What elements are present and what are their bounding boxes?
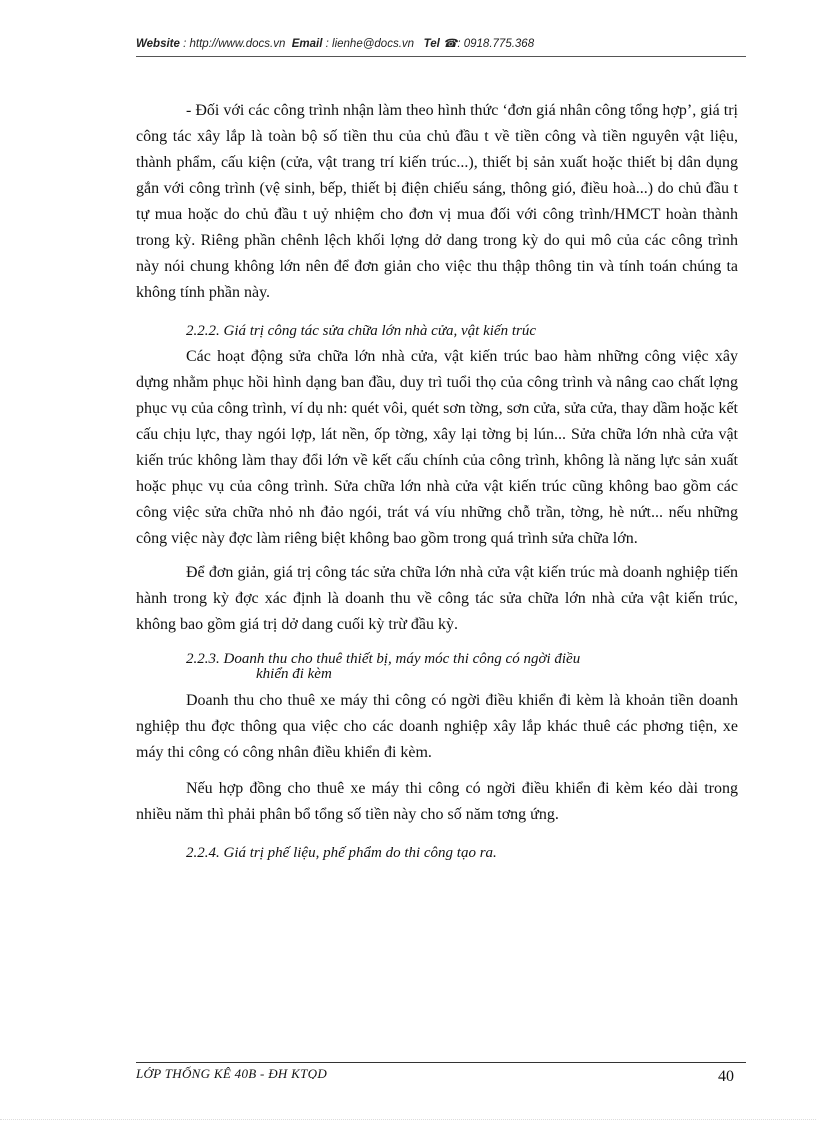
tel-value: : 0918.775.368 <box>457 38 535 50</box>
email-label: Email <box>291 38 323 50</box>
paragraph-construction-value: - Đối với các công trình nhận làm theo hình thức ‘đơn giá nhân công tổng hợp’, giá trị công tác xây lắp là toàn bộ số tiền thu của chủ đầu t về tiền công và tiền nguyên vật liệu, thành phẩm, cấu kiện (cửa, vật trang trí kiến trúc...), thiết bị sản xuất hoặc thiết bị dân dụng gắn với công trình (vệ sinh, bếp, thiết bị điện chiếu sáng, thông gió, điều hoà...) do chủ đầu t tự mua hoặc do chủ đầu t uỷ nhiệm cho đơn vị mua đối với công trình/HMCT hoàn thành trong kỳ. Riêng phần chênh lệch khối lợng dở dang trong kỳ do qui mô của các công trình này nói chung không lớn nên để đơn giản cho việc thu thập thông tin và tính toán chúng ta không tính phần này. <box>136 102 738 301</box>
heading-2-2-4: 2.2.4. Giá trị phế liệu, phế phẩm do thi công tạo ra. <box>186 845 497 861</box>
phone-icon: ☎ <box>443 38 458 50</box>
paragraph-multi-year-contract: Nếu hợp đồng cho thuê xe máy thi công có ngời điều khiển đi kèm kéo dài trong nhiều năm thì phải phân bổ tổng số tiền này cho số năm tơng ứng. <box>136 780 738 823</box>
page-header <box>136 36 746 50</box>
paragraph-major-repair: Các hoạt động sửa chữa lớn nhà cửa, vật kiến trúc bao hàm những công việc xây dựng nhằm phục hồi hình dạng ban đầu, duy trì tuổi thọ của công trình và nâng cao chất lợng phục vụ của công trình, ví dụ nh: quét vôi, quét sơn tờng, sơn cửa, sửa cửa, thay dầm hoặc kết cấu chịu lực, thay ngói lợp, lát nền, ốp tờng, xây lại tờng bị lún... Sửa chữa lớn nhà cửa vật kiến trúc không làm thay đổi lớn về kết cấu chính của công trình, không là năng lực sản xuất hoặc phục vụ của công trình. Sửa chữa lớn nhà cửa vật kiến trúc cũng không bao gồm các công việc sửa chữa nhỏ nh đảo ngói, trát vá víu những chỗ trần, tờng, hè nứt... nếu những công việc này đợc làm riêng biệt không bao gồm trong quá trình sửa chữa lớn. <box>136 348 738 547</box>
footer-divider <box>136 1062 746 1063</box>
website-label: Website <box>136 38 180 50</box>
email-value: : lienhe@docs.vn <box>325 38 415 50</box>
footer-class-label: LỚP THỐNG KÊ 40B - ĐH KTQD <box>136 1066 328 1079</box>
tel-label: Tel <box>423 38 440 50</box>
header-divider <box>136 56 746 57</box>
page-bottom-border <box>0 1119 816 1120</box>
heading-2-2-3-line1: 2.2.3. Doanh thu cho thuê thiết bị, máy móc thi công có ngời điều <box>186 651 581 667</box>
heading-2-2-2: 2.2.2. Giá trị công tác sửa chữa lớn nhà cửa, vật kiến trúc <box>186 323 536 339</box>
heading-2-2-3-line2: khiển đi kèm <box>256 666 332 682</box>
paragraph-rental-revenue: Doanh thu cho thuê xe máy thi công có ngời điều khiển đi kèm là khoản tiền doanh nghiệp thu đợc thông qua việc cho các doanh nghiệp xây lắp khác thuê các phơng tiện, xe máy thi công có công nhân điều khiển đi kèm. <box>136 692 738 761</box>
paragraph-simplification: Để đơn giản, giá trị công tác sửa chữa lớn nhà cửa vật kiến trúc mà doanh nghiệp tiến hành trong kỳ đợc xác định là doanh thu về công tác sửa chữa lớn nhà cửa vật kiến trúc, không bao gồm giá trị dở dang cuối kỳ trừ đầu kỳ. <box>136 564 738 633</box>
page-number: 40 <box>718 1068 734 1085</box>
document-body <box>136 98 738 864</box>
heading-2-2-3 <box>186 652 738 682</box>
website-value: : http://www.docs.vn <box>183 38 286 50</box>
